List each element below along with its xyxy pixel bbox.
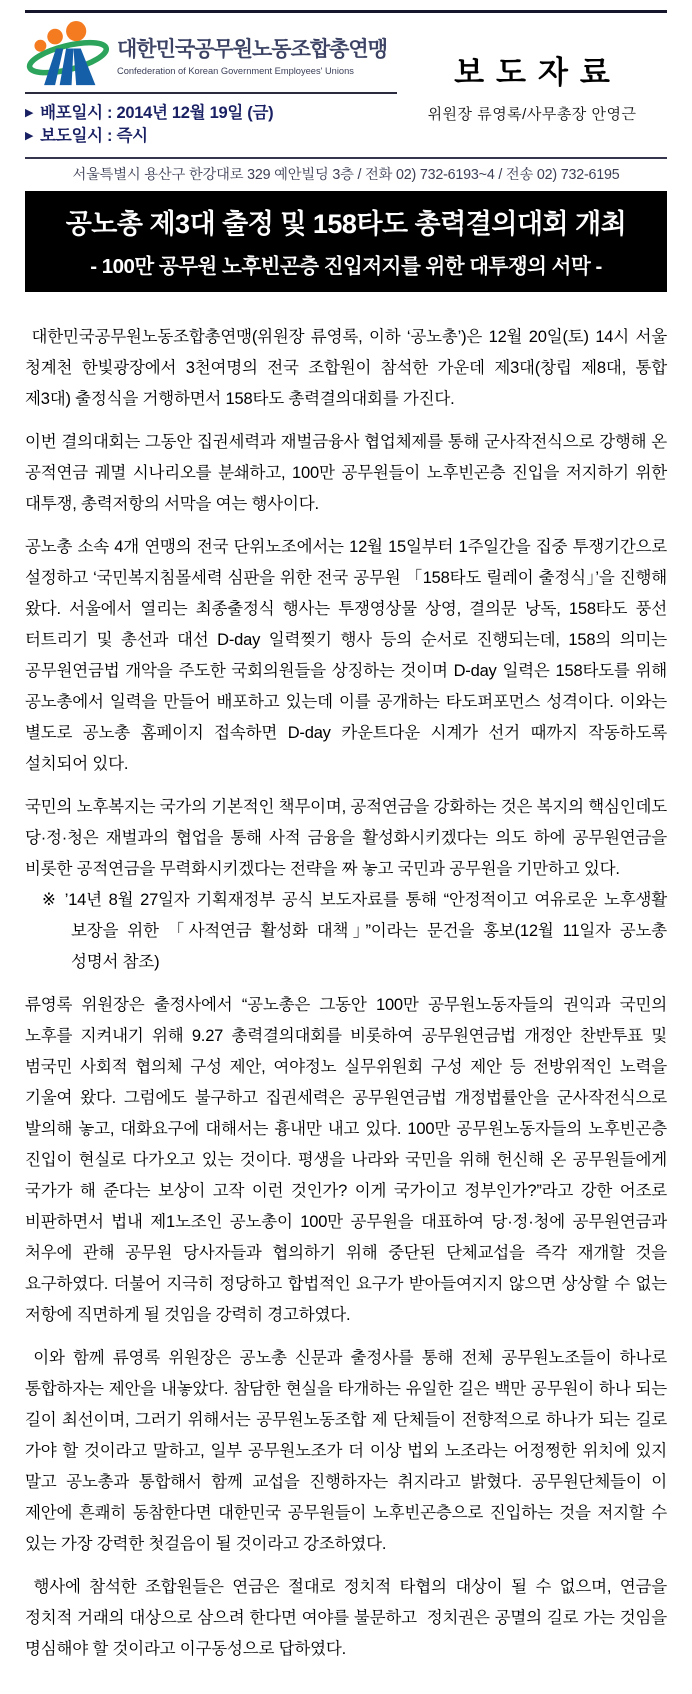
top-divider bbox=[25, 10, 667, 13]
title-subtitle: - 100만 공무원 노후빈곤층 진입저지를 위한 대투쟁의 서막 - bbox=[90, 255, 602, 278]
title-banner bbox=[25, 191, 667, 292]
report-date-text: 보도일시 : 즉시 bbox=[40, 127, 148, 145]
document-type-title: 보도자료 bbox=[454, 55, 622, 90]
header bbox=[25, 17, 667, 148]
date-block bbox=[25, 102, 397, 148]
arrow-bullet-icon: ▶ bbox=[25, 130, 34, 142]
org-name-english: Confederation of Korean Government Employees' Unions bbox=[117, 65, 354, 76]
body-paragraph: 이번 결의대회는 그동안 집권세력과 재벌금융사 협업체제를 통해 군사작전식으로 강행해 온 공적연금 궤멸 시나리오를 분쇄하고, 100만 공무원들이 노후빈곤층 진입을 저지하기 위한 대투쟁, 총력저항의 서막을 여는 행사이다. bbox=[25, 433, 672, 513]
logo-row bbox=[25, 17, 397, 87]
body-note: ※ ’14년 8월 27일자 기획재정부 공식 보도자료를 통해 “안정적이고 여유로운 노후생활 보장을 위한 「사적연금 활성화 대책」”이라는 문건을 홍보(12월 11일자 공노총 성명서 참조) bbox=[42, 891, 667, 971]
body-paragraph: 공노총 소속 4개 연맹의 전국 단위노조에서는 12월 15일부터 1주일간을 집중 투쟁기간으로 설정하고 ‘국민복지침몰세력 심판을 위한 전국 공무원 「158타도 릴레이 출정식」’을 진행해 왔다. 서울에서 열리는 최종출정식 행사는 투쟁영상물 상영, 결의문 낭독, 158타도 풍선 터트리기 및 총선과 대선 D-day 일력찢기 행사 등의 순서로 진행되는데, 158의 의미는 공무원연금법 개악을 주도한 국회의원들을 상징하는 것이며 D-day 일력은 158타도를 위해 공노총에서 일력을 만들어 배포하고 있는데 이를 공개하는 타도퍼포먼스 성격이다. 이와는 별도로 공노총 홈페이지 접속하면 D-day 카운트다운 시계가 선거 때까지 작동하도록 설치되어 있다. bbox=[25, 538, 672, 773]
body-paragraph: 이와 함께 류영록 위원장은 공노총 신문과 출정사를 통해 전체 공무원노조들이 하나로 통합하자는 제안을 내놓았다. 참담한 현실을 타개하는 유일한 길은 백만 공무원이 하나 되는 길이 최선이며, 그러기 위해서는 공무원노동조합 제 단체들이 전향적으로 하나가 되는 길로 가야 할 것이라고 말하고, 일부 공무원노조가 더 이상 법외 노조라는 어정쩡한 위치에 있지 말고 공노총과 통합해서 함께 교섭을 진행하자는 취지라고 밝혔다. 공무원단체들이 이 제안에 흔쾌히 동참한다면 대한민국 공무원들이 노후빈곤층으로 진입하는 것을 저지할 수 있는 가장 강력한 첫걸음이 될 것이라고 강조하였다. bbox=[25, 1349, 672, 1553]
dispatch-date-text: 배포일시 : 2014년 12월 19일 (금) bbox=[40, 104, 274, 122]
arrow-bullet-icon: ▶ bbox=[25, 107, 34, 119]
officials-line: 위원장 류영록/사무총장 안영근 bbox=[427, 106, 637, 123]
body-paragraph: 국민의 노후복지는 국가의 기본적인 책무이며, 공적연금을 강화하는 것은 복지의 핵심인데도 당·정·청은 재벌과의 협업을 통해 사적 금융을 활성화시키겠다는 의도 하에 공무원연금을 비롯한 공적연금을 무력화시키겠다는 전략을 짜 놓고 국민과 공무원을 기만하고 있다. bbox=[25, 798, 672, 878]
body-paragraphs bbox=[25, 322, 672, 1665]
org-names bbox=[117, 33, 387, 76]
header-right bbox=[397, 17, 667, 148]
logo-underline bbox=[25, 92, 397, 94]
dispatch-date-line bbox=[25, 102, 397, 125]
report-date-line bbox=[25, 125, 397, 148]
body-paragraph: 행사에 참석한 조합원들은 연금은 절대로 정치적 타협의 대상이 될 수 없으며, 연금을 정치적 거래의 대상으로 삼으려 한다면 여야를 불문하고 정치권은 공멸의 길로 가는 것임을 명심해야 할 것이라고 이구동성으로 답하였다. bbox=[25, 1578, 672, 1658]
union-logo-icon bbox=[25, 21, 109, 87]
address-line: 서울특별시 용산구 한강대로 329 예안빌딩 3층 / 전화 02) 732-6193~4 / 전송 02) 732-6195 bbox=[72, 167, 620, 183]
title-main: 공노총 제3대 출정 및 158타도 총력결의대회 개최 bbox=[65, 209, 627, 239]
body-paragraph: 대한민국공무원노동조합총연맹(위원장 류영록, 이하 ‘공노총’)은 12월 20일(토) 14시 서울 청계천 한빛광장에서 3천여명의 전국 조합원이 참석한 가운데 제3대(창립 제8대, 통합 제3대) 출정식을 거행하면서 158타도 총력결의대회를 가진다. bbox=[25, 328, 672, 408]
address-divider bbox=[25, 157, 667, 159]
body-paragraph: 류영록 위원장은 출정사에서 “공노총은 그동안 100만 공무원노동자들의 권익과 국민의 노후를 지켜내기 위해 9.27 총력결의대회를 비롯하여 공무원연금법 개정안 찬반투표 및 범국민 사회적 협의체 구성 제안, 여야정노 실무위원회 구성 제안 등 전방위적인 노력을 기울여 왔다. 그럼에도 불구하고 집권세력은 공무원연금법 개정법률안을 군사작전식으로 발의해 놓고, 대화요구에 대해서는 흉내만 내고 있다. 100만 공무원노동자들의 노후빈곤층 진입이 현실로 다가오고 있는 것이다. 평생을 나라와 국민을 위해 헌신해 온 공무원들에게 국가가 해 준다는 보상이 고작 이런 것인가? 이게 국가이고 정부인가?”라고 강한 어조로 비판하면서 법내 제1노조인 공노총이 100만 공무원을 대표하여 당·정·청에 공무원연금과 처우에 관해 공무원 당사자들과 협의하기 위해 중단된 단체교섭을 즉각 재개할 것을 요구하였다. 더불어 지극히 정당하고 합법적인 요구가 받아들여지지 않으면 상상할 수 없는 저항에 직면하게 될 것임을 강력히 경고하였다. bbox=[25, 996, 672, 1324]
org-name-korean: 대한민국공무원노동조합총연맹 bbox=[117, 37, 388, 61]
header-left bbox=[25, 17, 397, 148]
